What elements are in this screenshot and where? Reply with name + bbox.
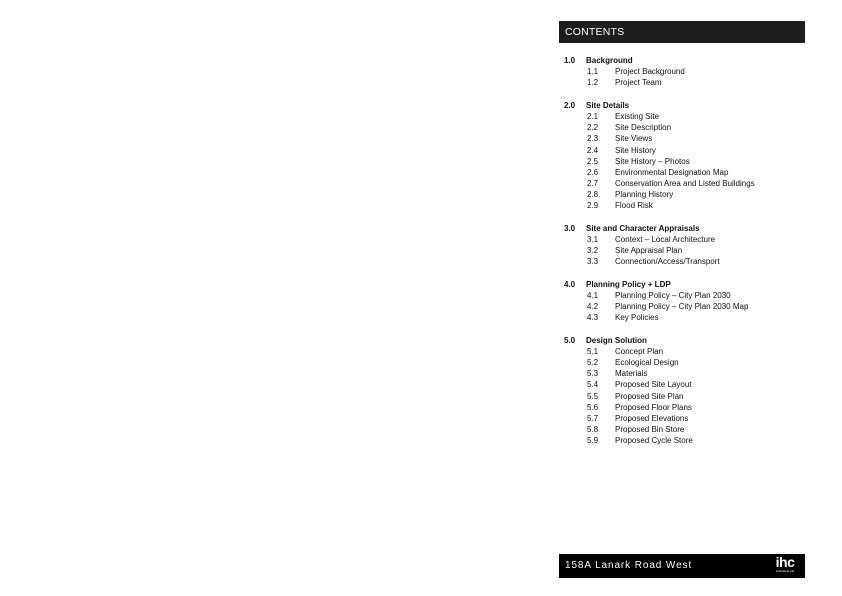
toc-item[interactable] [564,245,804,256]
footer-bar [559,554,805,578]
item-label: Key Policies [615,313,659,323]
item-number: 5.9 [587,436,599,446]
item-number: 2.7 [587,179,599,189]
toc-item[interactable] [564,156,804,167]
item-number: 4.1 [587,290,599,300]
item-number: 2.4 [587,145,599,155]
item-label: Site Appraisal Plan [615,246,683,256]
item-number: 3.3 [587,257,599,267]
item-number: 5.8 [587,425,599,435]
item-number: 2.3 [587,134,599,144]
item-label: Planning History [615,190,674,200]
toc-item[interactable] [564,234,804,245]
section-title: Site Details [586,100,630,110]
item-number: 3.1 [587,235,599,244]
item-number: 2.1 [587,111,599,121]
item-label: Site Description [615,123,672,133]
item-label: Proposed Bin Store [615,425,685,435]
item-label: Proposed Floor Plans [615,402,692,412]
toc-section [564,55,804,89]
item-number: 2.5 [587,156,599,166]
item-label: Existing Site [615,111,660,121]
section-number: 3.0 [564,223,576,233]
toc-item[interactable] [564,346,804,357]
toc-section [564,335,804,447]
toc-section-heading[interactable] [564,279,804,290]
toc-item[interactable] [564,402,804,413]
item-number: 2.9 [587,201,599,211]
item-label: Proposed Cycle Store [615,436,693,446]
toc-item[interactable] [564,122,804,133]
toc-section-heading[interactable] [564,100,804,111]
section-number: 5.0 [564,335,576,345]
item-label: Ecological Design [615,358,679,368]
item-number: 1.2 [587,78,599,88]
item-number: 5.1 [587,346,599,356]
toc-item[interactable] [564,312,804,323]
item-label: Context – Local Architecture [615,235,716,244]
section-number: 4.0 [564,279,576,289]
toc-section [564,279,804,324]
toc-section-heading[interactable] [564,335,804,346]
toc-item[interactable] [564,66,804,77]
item-label: Planning Policy – City Plan 2030 Map [615,302,749,312]
section-title: Design Solution [586,335,647,345]
item-label: Flood Risk [615,201,653,211]
toc-item[interactable] [564,178,804,189]
toc-section-heading[interactable] [564,223,804,234]
item-label: Planning Policy – City Plan 2030 [615,290,731,300]
toc-item[interactable] [564,357,804,368]
item-label: Environmental Designation Map [615,167,729,177]
section-title: Planning Policy + LDP [586,279,671,289]
toc-item[interactable] [564,368,804,379]
item-label: Site Views [615,134,653,144]
toc-item[interactable] [564,145,804,156]
table-of-contents [564,55,804,458]
item-label: Site History [615,145,656,155]
item-label: Project Background [615,67,685,77]
toc-section [564,223,804,268]
toc-item[interactable] [564,256,804,267]
item-label: Conservation Area and Listed Buildings [615,179,755,189]
item-label: Proposed Site Plan [615,391,684,401]
toc-item[interactable] [564,301,804,312]
toc-item[interactable] [564,424,804,435]
toc-item[interactable] [564,133,804,144]
item-number: 1.1 [587,67,599,77]
section-number: 1.0 [564,56,576,65]
logo-text: ihc [775,554,795,570]
item-number: 5.4 [587,380,599,390]
toc-item[interactable] [564,379,804,390]
section-title: Site and Character Appraisals [586,223,700,233]
toc-item[interactable] [564,290,804,301]
toc-item[interactable] [564,77,804,88]
item-number: 2.2 [587,123,599,133]
item-label: Project Team [615,78,662,88]
logo-subtext: Architects Ltd [775,569,795,573]
item-number: 5.6 [587,402,599,412]
toc-item[interactable] [564,391,804,402]
toc-item[interactable] [564,111,804,122]
contents-title: CONTENTS [565,26,625,38]
item-label: Site History – Photos [615,156,690,166]
project-address: 158A Lanark Road West [565,560,693,571]
toc-item[interactable] [564,200,804,211]
toc-section [564,100,804,212]
ihc-logo-icon [770,556,800,576]
item-label: Proposed Site Layout [615,380,692,390]
item-number: 3.2 [587,246,599,256]
item-label: Connection/Access/Transport [615,257,720,267]
toc-item[interactable] [564,435,804,446]
item-number: 2.6 [587,167,599,177]
toc-item[interactable] [564,167,804,178]
toc-section-heading[interactable] [564,55,804,66]
toc-item[interactable] [564,189,804,200]
item-number: 4.2 [587,302,599,312]
item-label: Materials [615,369,648,379]
item-number: 5.5 [587,391,599,401]
toc-item[interactable] [564,413,804,424]
item-number: 5.7 [587,414,599,423]
item-label: Proposed Elevations [615,414,689,423]
item-number: 5.2 [587,358,599,368]
section-number: 2.0 [564,100,576,110]
item-number: 4.3 [587,313,599,323]
item-number: 5.3 [587,369,599,379]
item-label: Concept Plan [615,346,664,356]
section-title: Background [586,56,633,65]
contents-header [559,21,805,43]
item-number: 2.8 [587,190,599,200]
